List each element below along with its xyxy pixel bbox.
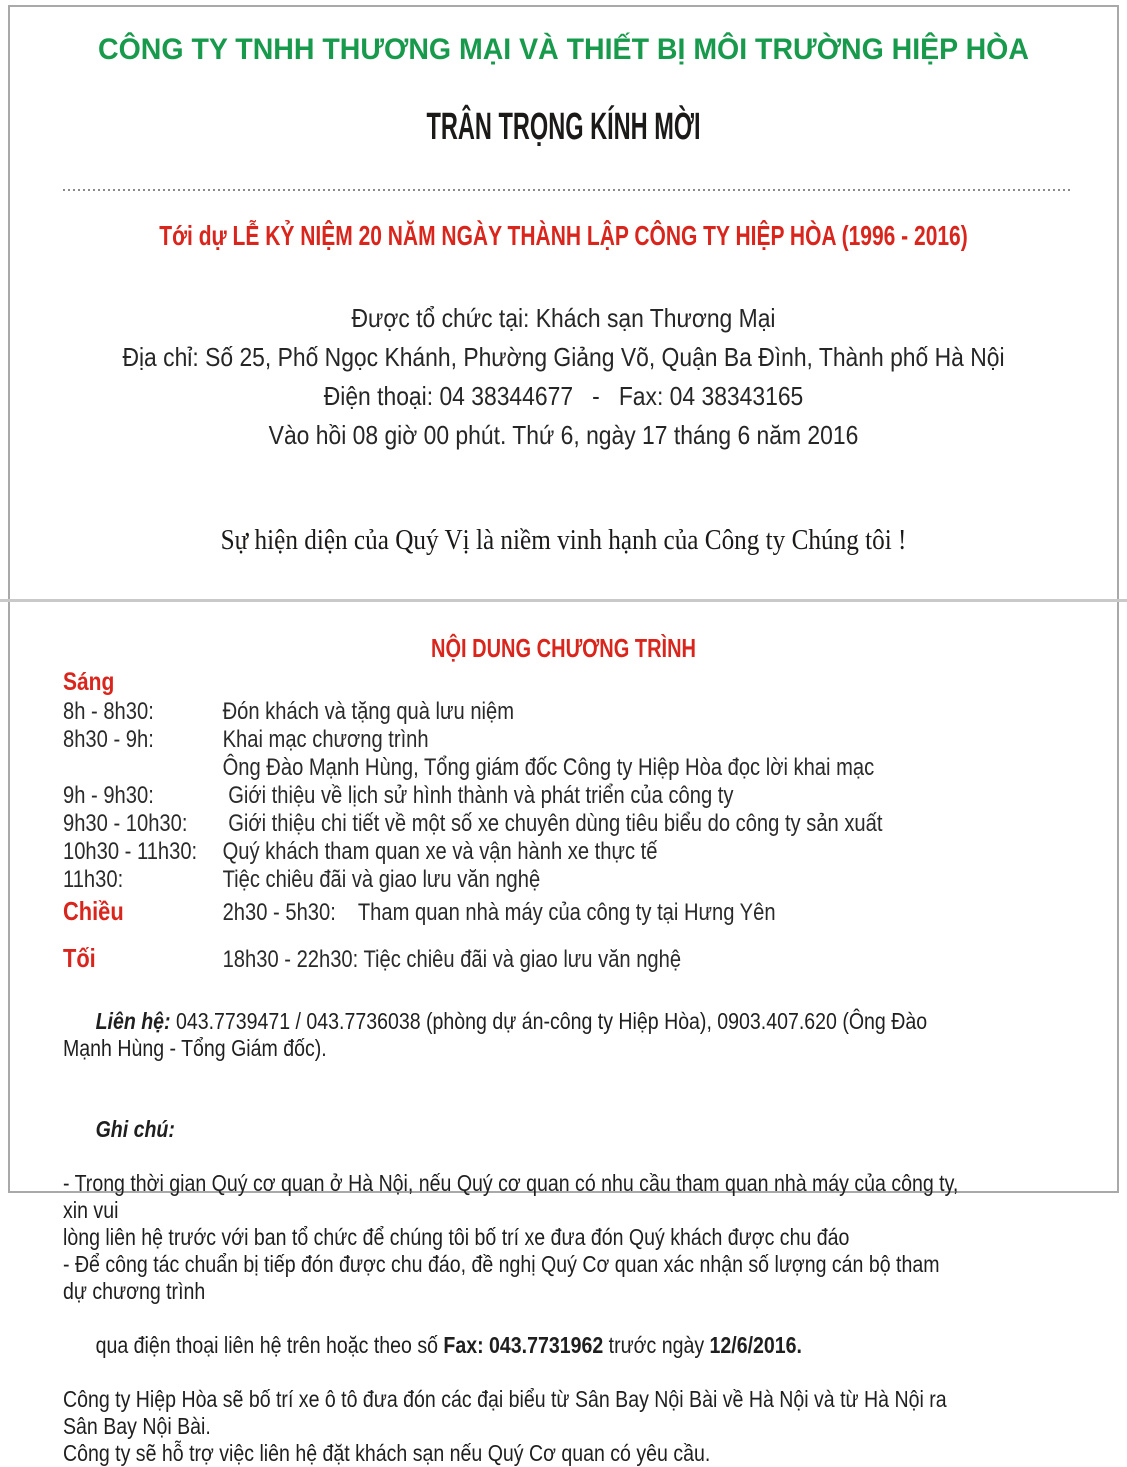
program-row — [63, 726, 948, 754]
program-section-evening — [63, 943, 948, 975]
program-activity: 2h30 - 5h30: Tham quan nhà máy của công ty tại Hưng Yên — [222, 899, 776, 926]
section-label-afternoon: Chiều — [63, 896, 124, 926]
section-label-evening: Tối — [63, 943, 96, 973]
section-label-morning: Sáng — [63, 668, 115, 696]
dotted-divider — [63, 189, 1072, 191]
program-title: NỘI DUNG CHƯƠNG TRÌNH — [430, 633, 697, 663]
note-line-1: - Trong thời gian Quý cơ quan ở Hà Nội, nếu Quý cơ quan có nhu cầu tham quan nhà máy của công ty, xin vui — [63, 1170, 964, 1223]
program-activity: Đón khách và tặng quà lưu niệm — [222, 698, 515, 725]
honor-line: Sự hiện diện của Quý Vị là niềm vinh hạnh của Công ty Chúng tôi ! — [220, 525, 907, 556]
program-time: 8h30 - 9h: — [63, 726, 154, 753]
program-activity: Khai mạc chương trình — [222, 726, 429, 753]
phone-fax-line: Điện thoại: 04 38344677 - Fax: 04 38343165 — [323, 381, 804, 411]
program-time: 10h30 - 11h30: — [63, 838, 198, 865]
notes-heading — [63, 1089, 959, 1170]
program-time: 8h - 8h30: — [63, 698, 154, 725]
note4-deadline-date: 12/6/2016. — [709, 1332, 802, 1358]
program-row — [63, 754, 948, 782]
program-row — [63, 866, 948, 894]
program-activity: Ông Đào Mạnh Hùng, Tổng giám đốc Công ty Hiệp Hòa đọc lời khai mạc — [222, 754, 875, 781]
program-time: 9h - 9h30: — [63, 782, 154, 809]
note-line-4 — [63, 1305, 959, 1386]
program-activity: Giới thiệu về lịch sử hình thành và phát triển của công ty — [222, 782, 734, 809]
program-row — [63, 810, 948, 838]
invitation-title: TRÂN TRỌNG KÍNH MỜI — [426, 106, 701, 148]
note4-text: qua điện thoại liên hệ trên hoặc theo số — [95, 1332, 444, 1358]
program-row — [63, 838, 948, 866]
venue-line: Được tổ chức tại: Khách sạn Thương Mại — [351, 303, 776, 333]
company-name: CÔNG TY TNHH THƯƠNG MẠI VÀ THIẾT BỊ MÔI TRƯỜNG HIỆP HÒA — [98, 33, 1029, 66]
program-time: 9h30 - 10h30: — [63, 810, 188, 837]
note-line-6: Công ty sẽ hỗ trợ việc liên hệ đặt khách sạn nếu Quý Cơ quan có yêu cầu. — [63, 1440, 711, 1466]
invitation-content — [10, 33, 1117, 1466]
notes-label: Ghi chú: — [95, 1116, 175, 1142]
contact-text: 043.7739471 / 043.7736038 (phòng dự án-công ty Hiệp Hòa), 0903.407.620 (Ông Đào Mạnh Hùng - Tổng Giám đốc). — [63, 1008, 933, 1061]
program-section-morning — [63, 667, 948, 697]
address-line: Địa chỉ: Số 25, Phố Ngọc Khánh, Phường Giảng Võ, Quận Ba Đình, Thành phố Hà Nội — [122, 342, 1005, 372]
event-title: Tới dự LỄ KỶ NIỆM 20 NĂM NGÀY THÀNH LẬP CÔNG TY HIỆP HÒA (1996 - 2016) — [159, 220, 968, 251]
note-line-5: Công ty Hiệp Hòa sẽ bố trí xe ô tô đưa đón các đại biểu từ Sân Bay Nội Bài về Hà Nội và từ Hà Nội ra Sân Bay Nội Bài. — [63, 1386, 953, 1439]
program-activity: Giới thiệu chi tiết về một số xe chuyên dùng tiêu biểu do công ty sản xuất — [222, 810, 883, 837]
program-row — [63, 698, 948, 726]
contact-label: Liên hệ: — [95, 1008, 171, 1034]
note4-text: trước ngày — [603, 1332, 710, 1358]
program-activity: 18h30 - 22h30: Tiệc chiêu đãi và giao lưu văn nghệ — [222, 946, 682, 973]
section-divider — [0, 599, 1127, 602]
contact-line — [63, 981, 959, 1089]
note4-fax-number: Fax: 043.7731962 — [443, 1332, 604, 1358]
program-time: 11h30: — [63, 866, 124, 893]
note-line-2: lòng liên hệ trước với ban tổ chức để chúng tôi bố trí xe đưa đón Quý khách được chu đáo — [63, 1224, 850, 1250]
program-section-afternoon — [63, 896, 948, 928]
datetime-line: Vào hồi 08 giờ 00 phút. Thứ 6, ngày 17 tháng 6 năm 2016 — [268, 420, 859, 450]
program-activity: Quý khách tham quan xe và vận hành xe thực tế — [222, 838, 658, 865]
note-line-3: - Để công tác chuẩn bị tiếp đón được chu đáo, đề nghị Quý Cơ quan xác nhận số lượng cán bộ tham dự chương trình — [63, 1251, 945, 1304]
program-activity: Tiệc chiêu đãi và giao lưu văn nghệ — [222, 866, 541, 893]
program-row — [63, 782, 948, 810]
